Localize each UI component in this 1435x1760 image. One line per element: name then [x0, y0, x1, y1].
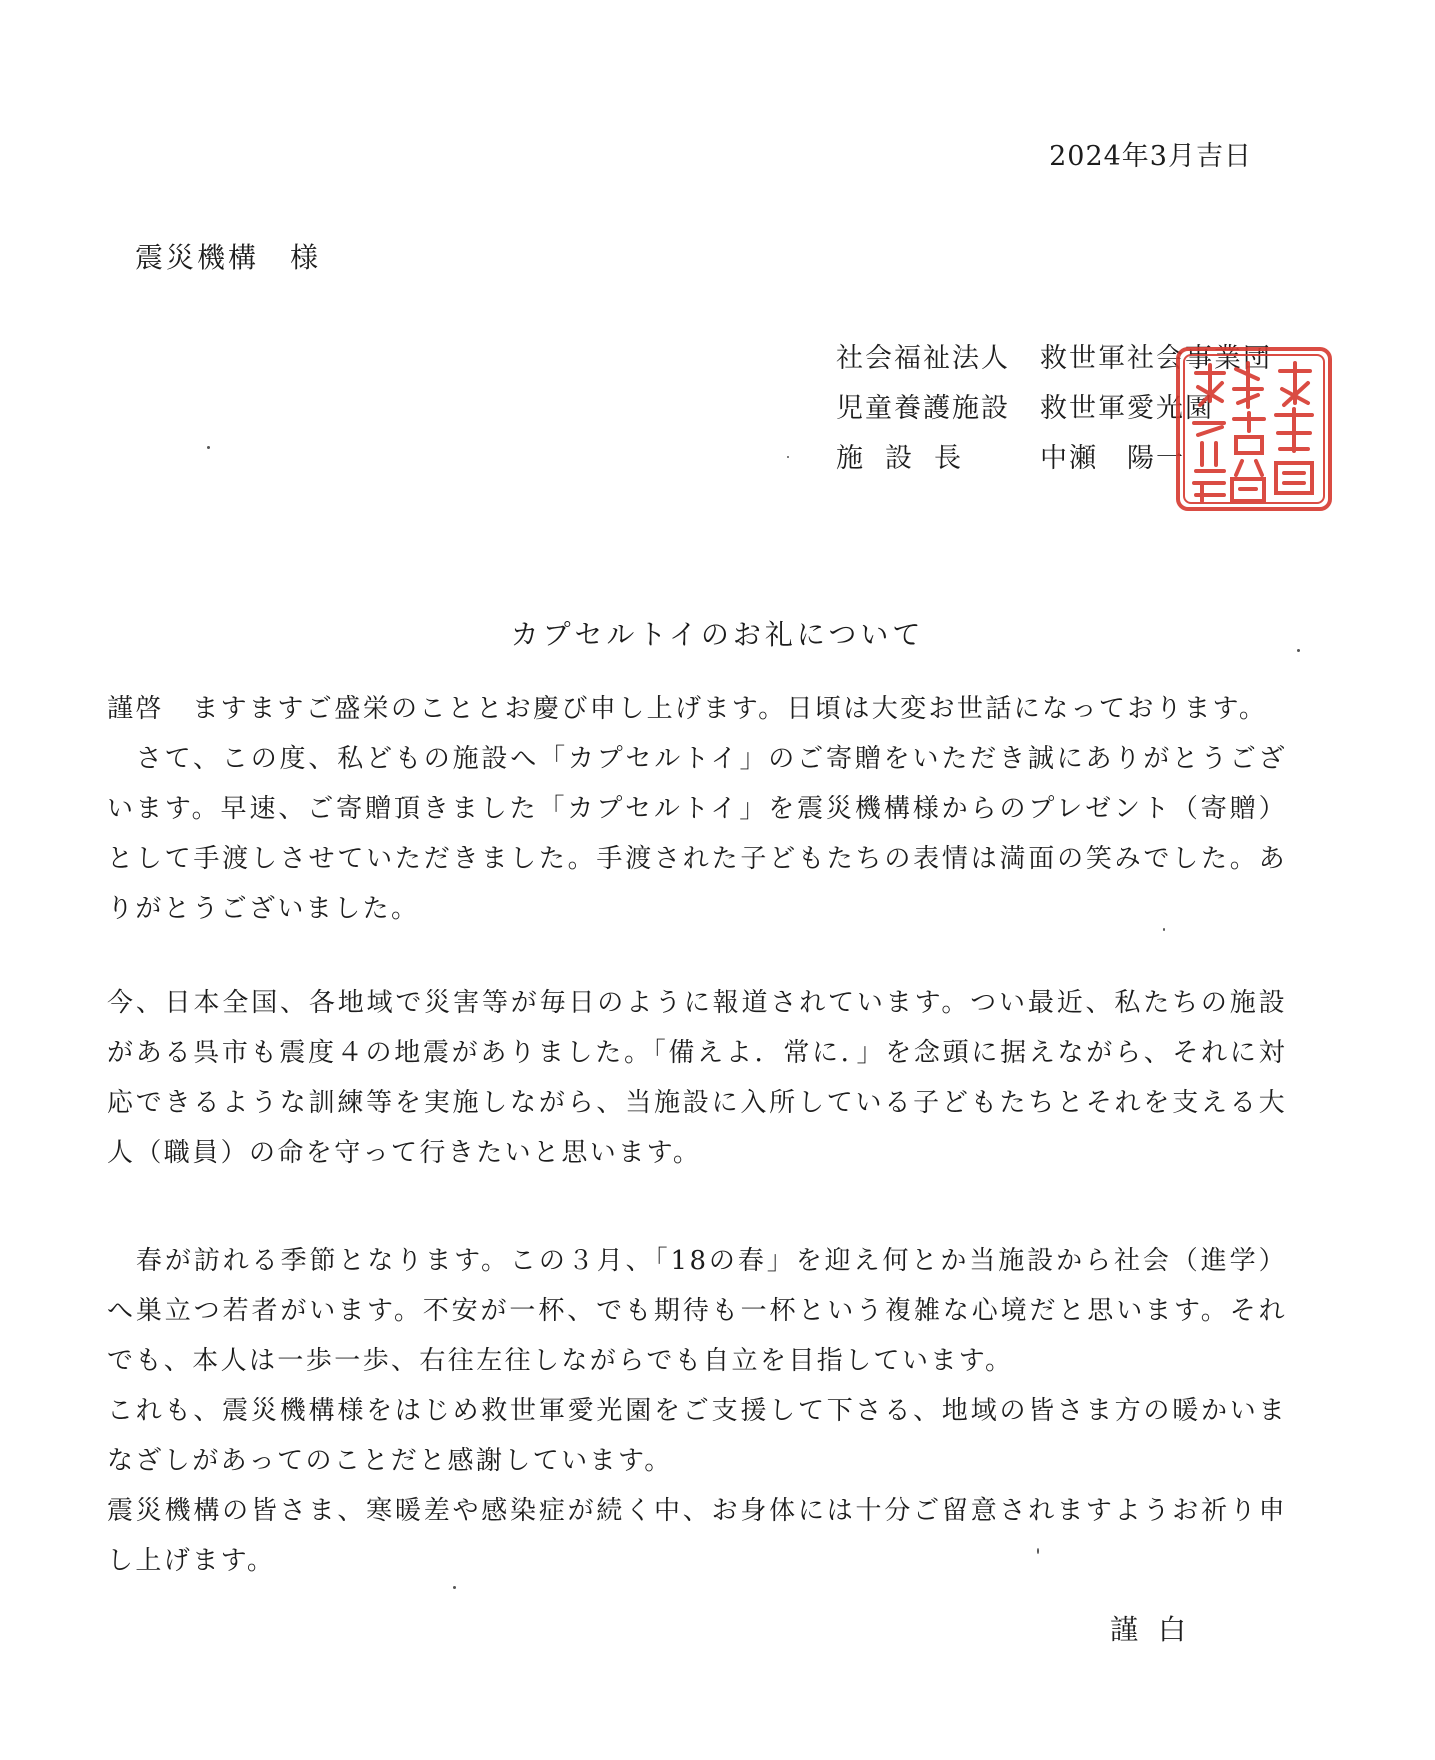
- recipient: 震災機構 様: [135, 241, 322, 274]
- thanks-paragraph: さて、この度、私どもの施設へ「カプセルトイ」のご寄贈をいただき誠にありがとうございます。早速、ご寄贈頂きました「カプセルトイ」を震災機構様からのプレゼント（寄贈）として手渡しさせていただきました。手渡された子どもたちの表情は満面の笑みでした。ありがとうございました。: [107, 744, 1287, 924]
- scan-speck: [1297, 649, 1300, 652]
- seal-stamp-icon: [1172, 343, 1336, 515]
- sender-facility-name: 救世軍愛光園: [1040, 393, 1214, 424]
- scan-speck: [787, 456, 789, 458]
- sender-facility: [836, 386, 1214, 425]
- letter-title: カプセルトイのお礼について: [510, 618, 925, 651]
- greeting-paragraph: 謹啓 ますますご盛栄のこととお慶び申し上げます。日頃は大変お世話になっております。: [107, 694, 1268, 724]
- scan-speck: [1037, 1548, 1039, 1554]
- sender-corporation-label: 社会福祉法人: [836, 343, 1010, 374]
- letter-body-section-2: [107, 978, 1287, 1178]
- letter-body-section-1: [107, 684, 1287, 934]
- letter-date: 2024年3月吉日: [1049, 141, 1252, 172]
- spring-paragraph: 春が訪れる季節となります。この３月、「18の春」を迎え何とか当施設から社会（進学）へ巣立つ若者がいます。不安が一杯、でも期待も一杯という複雑な心境だと思います。それでも、本人は一歩一歩、右往左往しながらでも自立を目指しています。: [107, 1246, 1287, 1376]
- closing-word: 謹白: [1110, 1613, 1207, 1646]
- sender-director: [836, 436, 1185, 475]
- sender-corporation-name: 救世軍社会事業団: [1040, 343, 1272, 374]
- scan-speck: [453, 1586, 456, 1589]
- scan-speck: [207, 446, 210, 449]
- letter-body-section-3: [107, 1236, 1287, 1586]
- sender-director-name: 中瀬 陽一: [1040, 443, 1185, 474]
- sender-director-label: 施設長: [836, 443, 983, 474]
- disaster-paragraph: 今、日本全国、各地域で災害等が毎日のように報道されています。つい最近、私たちの施設がある呉市も震度４の地震がありました。「備えよ．常に．」を念頭に据えながら、それに対応できるような訓練等を実施しながら、当施設に入所している子どもたちとそれを支える大人（職員）の命を守って行きたいと思います。: [107, 988, 1287, 1168]
- sender-facility-label: 児童養護施設: [836, 393, 1010, 424]
- gratitude-paragraph: これも、震災機構様をはじめ救世軍愛光園をご支援して下さる、地域の皆さま方の暖かいまなざしがあってのことだと感謝しています。: [107, 1396, 1287, 1476]
- scan-speck: [1163, 928, 1165, 931]
- closing-wish-paragraph: 震災機構の皆さま、寒暖差や感染症が続く中、お身体には十分ご留意されますようお祈り申し上げます。: [107, 1496, 1287, 1576]
